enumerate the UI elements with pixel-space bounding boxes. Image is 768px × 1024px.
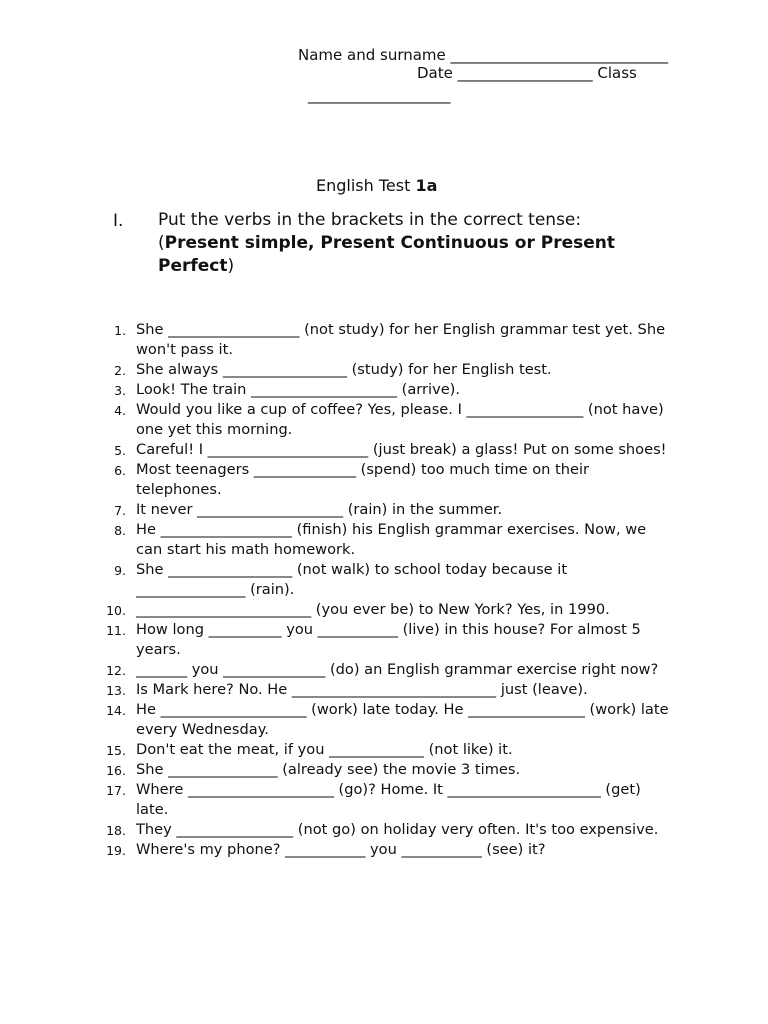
- exercise-item: [0, 840, 768, 860]
- exercise-item: [0, 680, 768, 700]
- item-text: She __________________ (not study) for her English grammar test yet. She won't pass it.: [136, 321, 666, 358]
- item-text: Careful! I ______________________ (just break) a glass! Put on some shoes!: [136, 441, 667, 458]
- item-text: Don't eat the meat, if you _____________ (not like) it.: [136, 741, 513, 758]
- exercise-item: [0, 780, 768, 820]
- item-text: Would you like a cup of coffee? Yes, please. I ________________ (not have) one yet this morning.: [136, 401, 664, 438]
- exercise-list: [0, 320, 768, 860]
- item-text: Where's my phone? ___________ you ___________ (see) it?: [136, 841, 546, 858]
- exercise-item: [0, 320, 768, 360]
- section-number: I.: [113, 211, 124, 231]
- exercise-item: [0, 500, 768, 520]
- tenses-list: Present simple, Present Continuous or Present Perfect: [158, 233, 616, 276]
- exercise-item: [0, 660, 768, 680]
- exercise-item: [0, 400, 768, 440]
- item-text: _______ you ______________ (do) an English grammar exercise right now?: [136, 661, 659, 678]
- item-text: They ________________ (not go) on holiday very often. It's too expensive.: [136, 821, 659, 838]
- name-surname-line: Name and surname _____________________________: [298, 46, 669, 64]
- item-number: 10.: [106, 603, 126, 618]
- title-code: 1a: [415, 176, 438, 195]
- exercise-item: [0, 760, 768, 780]
- item-number: 2.: [114, 363, 126, 378]
- item-number: 5.: [114, 443, 126, 458]
- item-number: 13.: [106, 683, 126, 698]
- item-number: 11.: [106, 623, 126, 638]
- exercise-item: [0, 520, 768, 560]
- item-number: 16.: [106, 763, 126, 778]
- title-prefix: English Test: [316, 176, 416, 195]
- exercise-item: [0, 820, 768, 840]
- item-text: Most teenagers ______________ (spend) too much time on their telephones.: [136, 461, 590, 498]
- exercise-item: [0, 440, 768, 460]
- item-text: Is Mark here? No. He ____________________________ just (leave).: [136, 681, 588, 698]
- exercise-item: [0, 700, 768, 740]
- item-number: 14.: [106, 703, 126, 718]
- section-instruction: [158, 209, 678, 278]
- exercise-item: [0, 740, 768, 760]
- item-text: ________________________ (you ever be) to New York? Yes, in 1990.: [136, 601, 610, 618]
- tenses-open: (: [158, 233, 165, 253]
- item-text: He __________________ (finish) his English grammar exercises. Now, we can start his math homework.: [136, 521, 647, 558]
- item-text: She _______________ (already see) the movie 3 times.: [136, 761, 521, 778]
- item-number: 7.: [114, 503, 126, 518]
- item-number: 4.: [114, 403, 126, 418]
- item-text: He ____________________ (work) late today. He ________________ (work) late every Wednesday.: [136, 701, 669, 738]
- item-text: She _________________ (not walk) to school today because it _______________ (rain).: [136, 561, 568, 598]
- item-number: 3.: [114, 383, 126, 398]
- exercise-item: [0, 560, 768, 600]
- exercise-item: [0, 600, 768, 620]
- item-text: She always _________________ (study) for her English test.: [136, 361, 552, 378]
- exercise-item: [0, 380, 768, 400]
- item-number: 12.: [106, 663, 126, 678]
- tenses-close: ): [227, 256, 235, 276]
- item-text: Look! The train ____________________ (arrive).: [136, 381, 461, 398]
- exercise-item: [0, 620, 768, 660]
- item-number: 1.: [114, 323, 126, 338]
- item-number: 6.: [114, 463, 126, 478]
- instruction-text: Put the verbs in the brackets in the correct tense:: [158, 210, 582, 230]
- exercise-item: [0, 460, 768, 500]
- item-number: 19.: [106, 843, 126, 858]
- item-number: 17.: [106, 783, 126, 798]
- item-text: How long __________ you ___________ (live) in this house? For almost 5 years.: [136, 621, 641, 658]
- item-number: 15.: [106, 743, 126, 758]
- class-blank: ___________________: [308, 86, 451, 104]
- date-class-line: Date __________________ Class: [417, 64, 637, 82]
- item-number: 8.: [114, 523, 126, 538]
- item-text: Where ____________________ (go)? Home. It _____________________ (get) late.: [136, 781, 641, 818]
- test-title: [316, 176, 437, 196]
- item-number: 18.: [106, 823, 126, 838]
- item-number: 9.: [114, 563, 126, 578]
- item-text: It never ____________________ (rain) in the summer.: [136, 501, 503, 518]
- exercise-item: [0, 360, 768, 380]
